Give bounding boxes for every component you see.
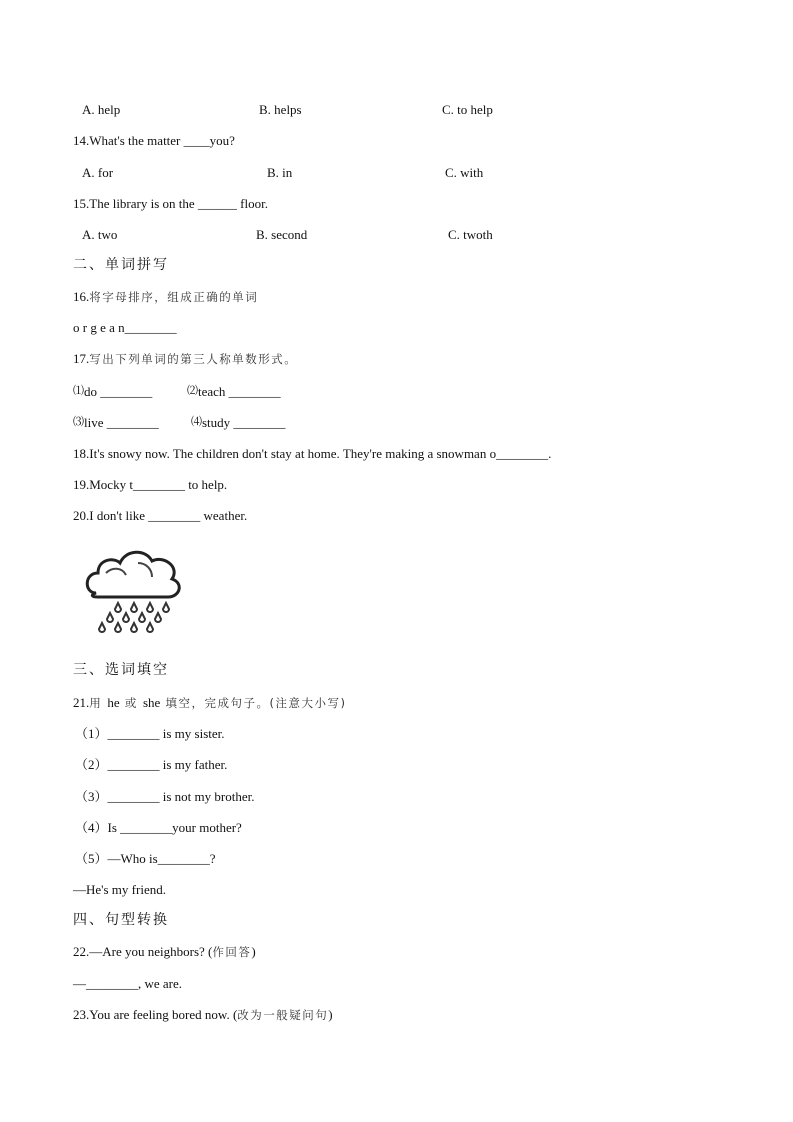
q15-option-b: B. second: [256, 227, 308, 242]
q21-item-5: （5）—Who is________?: [75, 851, 216, 866]
section-heading-transform: 四、句型转换: [73, 912, 169, 928]
q17-item-2: ⑵teach ________: [187, 384, 281, 399]
q14-option-c: C. with: [445, 165, 484, 180]
q17-item-4: ⑷study ________: [191, 415, 286, 430]
q19-question: 19.Mocky t________ to help.: [73, 477, 228, 492]
q15-question: 15.The library is on the ______ floor.: [73, 196, 268, 211]
q13-option-b: B. helps: [259, 102, 302, 117]
q21-item-2: （2）________ is my father.: [75, 757, 228, 772]
q16-instruction: 16.将字母排序，组成正确的单词: [73, 289, 259, 304]
q21-item-4: （4）Is ________your mother?: [75, 820, 242, 835]
q13-option-c: C. to help: [442, 102, 493, 117]
q23-question: 23.You are feeling bored now. (改为一般疑问句): [73, 1007, 333, 1022]
rain-cloud-image: [84, 543, 184, 639]
q17-item-1: ⑴do ________: [73, 384, 153, 399]
q14-option-b: B. in: [267, 165, 293, 180]
q21-item-3: （3）________ is not my brother.: [75, 789, 255, 804]
section-heading-fill-in: 三、选词填空: [73, 662, 169, 678]
q13-option-a: A. help: [82, 102, 121, 117]
q22-question: 22.—Are you neighbors? (作回答): [73, 944, 256, 959]
q14-option-a: A. for: [82, 165, 114, 180]
q14-question: 14.What's the matter ____you?: [73, 133, 235, 148]
q21-item-1: （1）________ is my sister.: [75, 726, 225, 741]
q21-answer-line: —He's my friend.: [73, 882, 166, 897]
q18-question: 18.It's snowy now. The children don't stay at home. They're making a snowman o________.: [73, 446, 552, 461]
q16-letters: o r g e a n________: [73, 320, 177, 335]
q22-answer: —________, we are.: [73, 976, 183, 991]
q20-question: 20.I don't like ________ weather.: [73, 508, 248, 523]
q17-instruction: 17.写出下列单词的第三人称单数形式。: [73, 351, 298, 366]
q17-item-3: ⑶live ________: [73, 415, 159, 430]
q21-instruction: 21.用 he 或 she 填空，完成句子。(注意大小写): [73, 695, 347, 710]
q15-option-a: A. two: [82, 227, 118, 242]
section-heading-spelling: 二、单词拼写: [73, 257, 169, 273]
q15-option-c: C. twoth: [448, 227, 493, 242]
